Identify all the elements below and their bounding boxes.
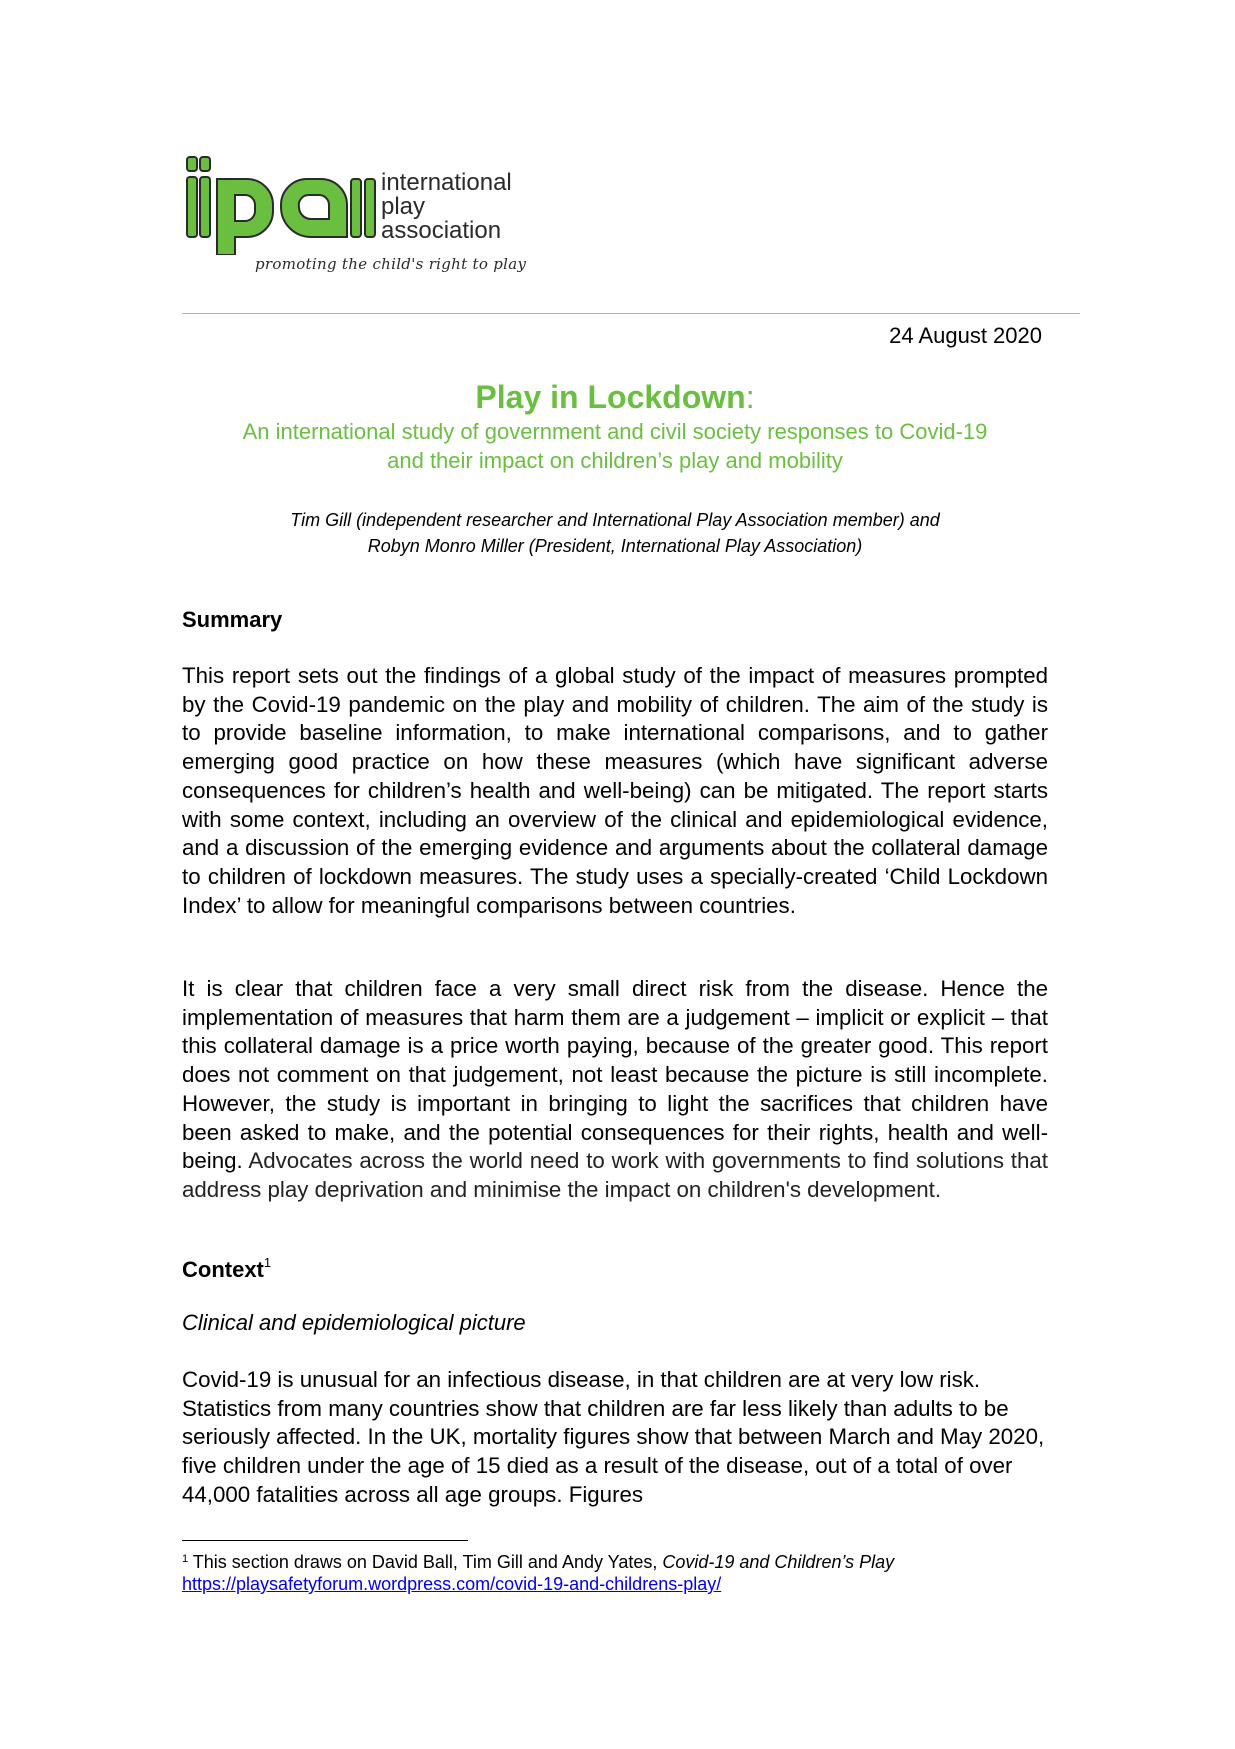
title-colon: : xyxy=(745,379,755,415)
logo-word-international: international xyxy=(381,169,512,196)
footnote-link[interactable]: https://playsafetyforum.wordpress.com/covid-19-and-childrens-play/ xyxy=(182,1574,722,1594)
footnote-divider xyxy=(182,1540,468,1541)
authors-line-2: Robyn Monro Miller (President, International Play Association) xyxy=(367,536,863,556)
footnote-text: This section draws on David Ball, Tim Gill and Andy Yates, xyxy=(188,1552,663,1572)
footnote-title: Covid-19 and Children’s Play xyxy=(662,1552,895,1572)
context-paragraph-1: Covid-19 is unusual for an infectious disease, in that children are at very low risk. Statistics from many countries show that children are far less likely than adults to be seriously affected. In the UK, mortality figures show that between March and May 2020, five children under the age of 15 died as a result of the disease, out of a total of over 44,000 fatalities across all age groups. Figures xyxy=(182,1367,1045,1507)
logo-word-association: association xyxy=(381,217,502,244)
summary-heading: Summary xyxy=(182,607,283,632)
summary-paragraph-1: This report sets out the findings of a global study of the impact of measures prompted by the Covid-19 pandemic on the play and mobility of children. The aim of the study is to provide baseline information, to make international comparisons, and to gather emerging good practice on how these measures (which have significant adverse consequences for children’s health and well-being) can be mitigated. The report starts with some context, including an overview of the clinical and epidemiological evidence, and a discussion of the emerging evidence and arguments about the collateral damage to children of lockdown measures. The study uses a specially-created ‘Child Lockdown Index’ to allow for meaningful comparisons between countries. xyxy=(182,663,1048,918)
title-block xyxy=(182,377,1048,559)
logo-tagline: promoting the child's right to play xyxy=(255,255,527,273)
logo-word-play: play xyxy=(381,193,426,220)
authors-line-1: Tim Gill (independent researcher and International Play Association member) and xyxy=(290,510,940,530)
document-date: 24 August 2020 xyxy=(889,323,1042,348)
document-subtitle xyxy=(182,417,1048,475)
footnote xyxy=(182,1548,1062,1595)
document-title-main: Play in Lockdown xyxy=(475,379,746,415)
header-divider xyxy=(182,313,1080,314)
subtitle-line-1: An international study of government and civil society responses to Covid-19 xyxy=(242,419,988,444)
context-heading-text: Context xyxy=(182,1257,264,1282)
ipa-logo xyxy=(185,155,605,285)
summary-paragraph-2 xyxy=(182,975,1048,1205)
document-title xyxy=(182,377,1048,417)
subtitle-line-2: and their impact on children’s play and mobility xyxy=(387,448,843,473)
context-heading xyxy=(182,1255,271,1283)
footnote-reference[interactable]: 1 xyxy=(263,1255,272,1270)
clinical-subheading: Clinical and epidemiological picture xyxy=(182,1310,526,1335)
authors xyxy=(182,507,1048,559)
summary-paragraph-2-main: It is clear that children face a very small direct risk from the disease. Hence the implementation of measures that harm them are a judgement – implicit or explicit – that this collateral damage is a price worth paying, because of the greater good. This report does not comment on that judgement, not least because the picture is still incomplete. However, the study is important in bringing to light the sacrifices that children have been asked to make, and the potential consequences for their rights, health and well-being. xyxy=(182,976,1048,1174)
summary-paragraph-2-tail: Advocates across the world need to work with governments to find solutions that address play deprivation and minimise the impact on children's development. xyxy=(182,1148,1048,1202)
footnote-number: 1 xyxy=(182,1553,189,1565)
ipa-letters-graphic xyxy=(185,155,385,255)
logo-wordmark xyxy=(381,171,512,243)
